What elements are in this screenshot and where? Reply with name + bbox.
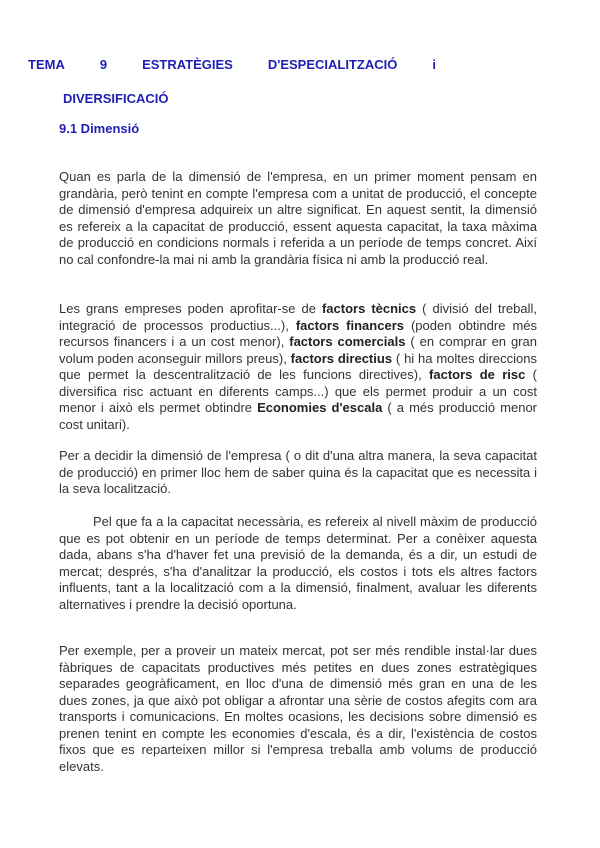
term-factors-risc: factors de risc <box>429 367 526 382</box>
paragraph-factors: Les grans empreses poden aprofitar-se de factors tècnics ( divisió del treball, integració de processos productius...), factors financers (poden obtindre més recursos financers i a un cost menor), factors comercials ( en comprar en gran volum poden aconseguir millors preus), factors directius ( hi ha moltes direccions que permet la descentralització de les funcions directives), factors de risc ( diversifica risc actuant en diferents camps...) que els permet produir a un cost menor i això els permet obtindre Economies d'escala ( a més producció menor cost unitari). <box>59 301 538 432</box>
section-heading: 9.1 Dimensió <box>59 121 140 136</box>
document-title-continuation: DIVERSIFICACIÓ <box>63 91 169 106</box>
term-factors-tecnics: factors tècnics <box>321 301 417 316</box>
term-factors-financers: factors financers <box>295 317 404 333</box>
term-factors-directius: factors directius <box>290 350 393 366</box>
title-word: 9 <box>99 57 108 72</box>
title-word: TEMA <box>28 57 65 72</box>
title-word: ESTRATÈGIES <box>142 57 233 72</box>
paragraph-example: Per exemple, per a proveir un mateix mercat, pot ser més rendible instal·lar dues fàbriques de capacitats productives més petites en dues zones estratègiques separades geogràficament, en lloc d'una de dimensió més gran en una de les dues zones, ja que això pot obligar a afrontar una sèrie de costos afegits com ara transports i comunicacions. En moltes ocasions, les decisions sobre dimensió es prenen tenint en compte les economies d'escala, és a dir, l'existència de costos fixos que es reparteixen millor si l'empresa treballa amb volums de producció elevats. <box>59 643 537 774</box>
term-factors-comercials: factors comercials <box>289 334 406 349</box>
title-word: i <box>432 57 436 72</box>
term-economies-escala: Economies d'escala <box>257 400 383 415</box>
title-word: D'ESPECIALITZACIÓ <box>267 57 398 72</box>
paragraph-definition: Quan es parla de la dimensió de l'empresa, en un primer moment pensam en grandària, però tenint en compte l'empresa com a unitat de producció, el concepte de dimensió d'empresa adquireix un altre significat. En aquest sentit, la dimensió es refereix a la capacitat de producció, essent aquesta capacitat, la taxa màxima de producció en condicions normals i referida a un període de temps concret. Així no cal confondre-la mai ni amb la grandària física ni amb la producció real. <box>59 169 537 267</box>
paragraph-decision: Per a decidir la dimensió de l'empresa ( o dit d'una altra manera, la seva capacitat de producció) en primer lloc hem de saber quina és la capacitat que es necessita i la seva localització. <box>59 448 537 496</box>
document-title <box>28 57 436 72</box>
paragraph-capacity: Pel que fa a la capacitat necessària, es refereix al nivell màxim de producció que es pot obtenir en un període de temps determinat. Per a conèixer aquesta dada, abans s'ha d'haver fet una previsió de la demanda, és a dir, un estudi de mercat; després, s'ha d'analitzar la producció, els costos i tots els altres factors influents, tant a la localització com a la dimensió, finalment, avaluar les diferents alternatives i prendre la decisió oportuna. <box>59 514 537 612</box>
